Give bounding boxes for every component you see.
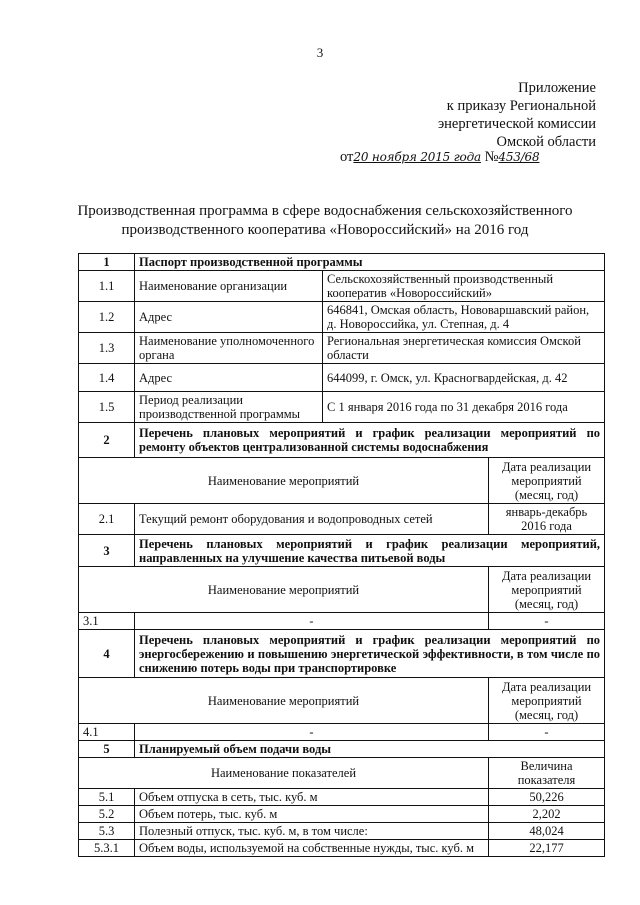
page-number: 3 xyxy=(316,45,324,60)
row-number: 1.3 xyxy=(79,333,135,364)
section-header-row xyxy=(79,535,605,567)
table-row xyxy=(79,392,605,423)
row-value: Сельскохозяйственный производственный кооператив «Новороссийский» xyxy=(323,271,605,302)
row-value: С 1 января 2016 года по 31 декабря 2016 года xyxy=(323,392,605,423)
row-number: 5.3 xyxy=(79,823,135,840)
section-header-row xyxy=(79,423,605,458)
column-header-row xyxy=(79,458,605,504)
row-label: Период реализации производственной программы xyxy=(135,392,323,423)
row-number: 3.1 xyxy=(79,613,135,630)
section-header-row xyxy=(79,630,605,678)
section-number: 3 xyxy=(79,535,135,567)
column-header-name: Наименование показателей xyxy=(79,758,489,789)
column-header-date: Дата реализации мероприятий (месяц, год) xyxy=(489,567,605,613)
order-prefix: от xyxy=(340,149,354,165)
section-number: 1 xyxy=(79,254,135,271)
row-date: - xyxy=(489,724,605,741)
section-header-row xyxy=(79,254,605,271)
row-value: 48,024 xyxy=(489,823,605,840)
row-label: Объем потерь, тыс. куб. м xyxy=(135,806,489,823)
row-number: 1.5 xyxy=(79,392,135,423)
row-date: январь-декабрь 2016 года xyxy=(489,504,605,535)
row-label: Адрес xyxy=(135,302,323,333)
row-number: 1.1 xyxy=(79,271,135,302)
column-header-name: Наименование мероприятий xyxy=(79,567,489,613)
section-title: Паспорт производственной программы xyxy=(135,254,605,271)
section-number: 5 xyxy=(79,741,135,758)
section-title: Перечень плановых мероприятий и график реализации мероприятий, направленных на улучшение качества питьевой воды xyxy=(135,535,605,567)
table-row xyxy=(79,724,605,741)
row-label: Объем воды, используемой на собственные нужды, тыс. куб. м xyxy=(135,840,489,857)
row-label: Объем отпуска в сеть, тыс. куб. м xyxy=(135,789,489,806)
section-number: 4 xyxy=(79,630,135,678)
row-label: Наименование уполномоченного органа xyxy=(135,333,323,364)
section-number: 2 xyxy=(79,423,135,458)
row-value: 50,226 xyxy=(489,789,605,806)
appendix-line: Приложение xyxy=(518,80,596,96)
row-value: 2,202 xyxy=(489,806,605,823)
column-header-date: Дата реализации мероприятий (месяц, год) xyxy=(489,458,605,504)
section-title: Перечень плановых мероприятий и график реализации мероприятий по ремонту объектов централизованной системы водоснабжения xyxy=(135,423,605,458)
section-header-row xyxy=(79,741,605,758)
row-number: 5.2 xyxy=(79,806,135,823)
row-number: 4.1 xyxy=(79,724,135,741)
table-row xyxy=(79,840,605,857)
table-row xyxy=(79,613,605,630)
table-row xyxy=(79,364,605,392)
row-number: 1.2 xyxy=(79,302,135,333)
row-number: 5.3.1 xyxy=(79,840,135,857)
table-row xyxy=(79,806,605,823)
row-label: Адрес xyxy=(135,364,323,392)
row-value: Региональная энергетическая комиссия Омской области xyxy=(323,333,605,364)
row-number: 5.1 xyxy=(79,789,135,806)
column-header-row xyxy=(79,758,605,789)
document-title: Производственная программа в сфере водоснабжения сельскохозяйственного производственного кооператива «Новороссийский» на 2016 год xyxy=(77,203,573,238)
row-label: - xyxy=(135,613,489,630)
column-header-name: Наименование мероприятий xyxy=(79,678,489,724)
table-row xyxy=(79,789,605,806)
row-number: 1.4 xyxy=(79,364,135,392)
table-row xyxy=(79,302,605,333)
appendix-line: Омской области xyxy=(496,134,596,150)
row-label: Полезный отпуск, тыс. куб. м, в том числе: xyxy=(135,823,489,840)
row-date: - xyxy=(489,613,605,630)
column-header-value: Величина показателя xyxy=(489,758,605,789)
row-value: 646841, Омская область, Нововаршавский район, д. Новороссийка, ул. Степная, д. 4 xyxy=(323,302,605,333)
table-row xyxy=(79,504,605,535)
order-number-handwritten: 453/68 xyxy=(498,150,540,164)
appendix-block xyxy=(438,79,596,151)
row-label: Наименование организации xyxy=(135,271,323,302)
column-header-row xyxy=(79,567,605,613)
order-no-label: № xyxy=(484,149,499,165)
column-header-name: Наименование мероприятий xyxy=(79,458,489,504)
appendix-line: энергетической комиссии xyxy=(437,116,596,132)
section-title: Перечень плановых мероприятий и график реализации мероприятий по энергосбережению и повышению энергетической эффективности, в том числе по снижению потерь воды при транспортировке xyxy=(135,630,605,678)
order-date-handwritten: 20 ноября 2015 года xyxy=(353,150,481,164)
appendix-line: к приказу Региональной xyxy=(446,98,596,114)
table-row xyxy=(79,271,605,302)
row-number: 2.1 xyxy=(79,504,135,535)
row-label: Текущий ремонт оборудования и водопроводных сетей xyxy=(135,504,489,535)
column-header-date: Дата реализации мероприятий (месяц, год) xyxy=(489,678,605,724)
production-program-table xyxy=(78,253,605,857)
row-label: - xyxy=(135,724,489,741)
table-row xyxy=(79,823,605,840)
column-header-row xyxy=(79,678,605,724)
row-value: 644099, г. Омск, ул. Красногвардейская, д. 42 xyxy=(323,364,605,392)
order-reference xyxy=(340,149,539,166)
section-title: Планируемый объем подачи воды xyxy=(135,741,605,758)
row-value: 22,177 xyxy=(489,840,605,857)
table-row xyxy=(79,333,605,364)
